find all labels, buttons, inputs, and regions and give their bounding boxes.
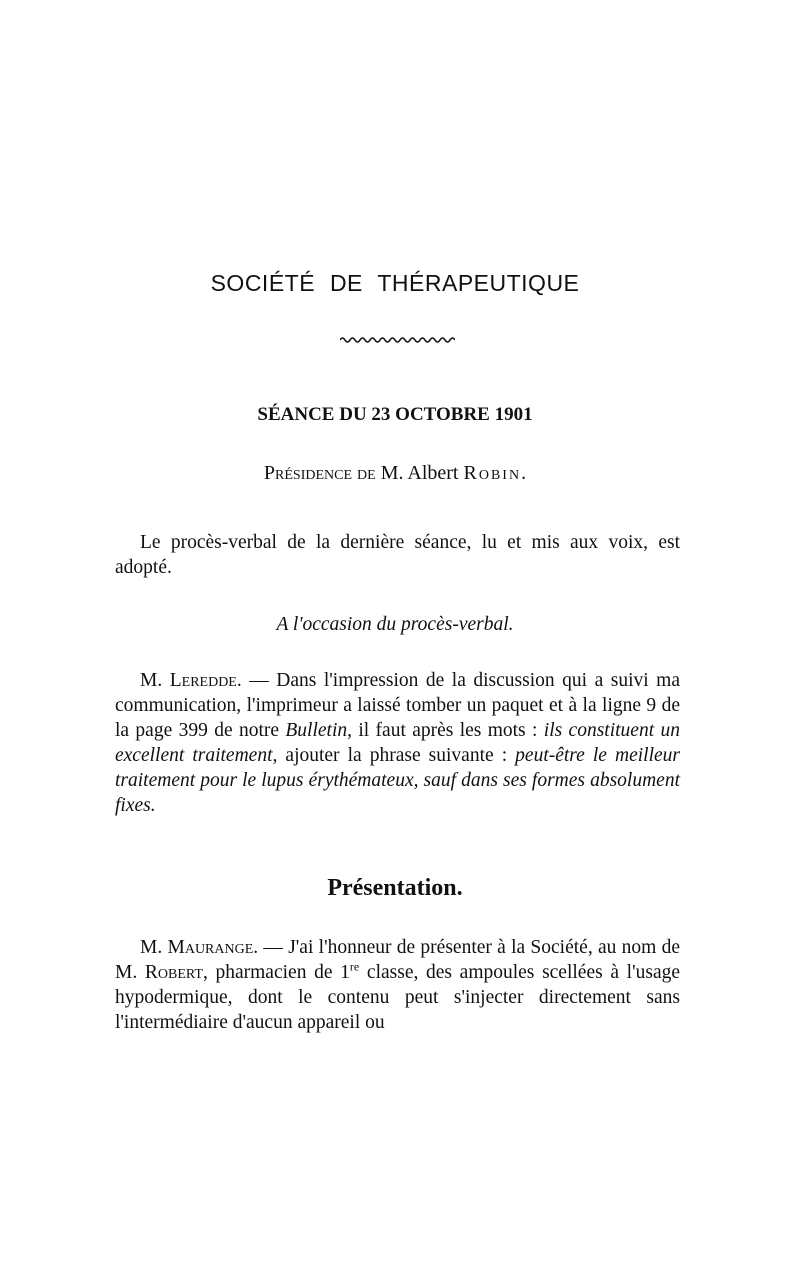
- leredde-bulletin: Bulletin,: [285, 720, 352, 741]
- leredde-quote-2: peut-être le meilleur traitement pour le lupus érythémateux, sauf dans ses formes absolument fixes.: [115, 745, 680, 816]
- maurange-text: [115, 935, 680, 1035]
- leredde-text-2: il faut après les mots :: [352, 720, 544, 741]
- wavy-divider: [340, 335, 455, 345]
- leredde-speaker-name: Leredde: [169, 670, 237, 691]
- leredde-quote-1: ils constituent un excellent traitement,: [115, 720, 680, 766]
- presidence-line: [0, 462, 790, 485]
- maurange-robert: Robert: [144, 962, 203, 983]
- presidence-end: .: [521, 462, 527, 484]
- presidence-prefix: Présidence de: [263, 462, 376, 484]
- maurange-text-3: classe, des ampoules scellées à l'usage hypodermique, dont le contenu peut s'injecter directement sans l'intermédiaire d'aucun appareil ou: [115, 962, 681, 1033]
- maurange-paragraph: [115, 935, 680, 1035]
- leredde-paragraph: [115, 668, 680, 818]
- maurange-sup: re: [349, 959, 360, 974]
- maurange-speaker-name: Maurange: [167, 937, 254, 958]
- proces-verbal-text: Le procès-verbal de la dernière séance, lu et mis aux voix, est adopté.: [115, 532, 680, 578]
- leredde-text-1: . — Dans l'impression de la discussion qui a suivi ma communication, l'imprimeur a laissé tomber un paquet et à la ligne 9 de la page 399 de notre: [115, 670, 681, 741]
- maurange-text-1: . — J'ai l'honneur de présenter à la Société, au nom de M.: [115, 937, 680, 983]
- leredde-text-3: ajouter la phrase suivante :: [277, 745, 516, 766]
- society-title: SOCIÉTÉ DE THÉRAPEUTIQUE: [210, 270, 580, 296]
- occasion-heading: A l'occasion du procès-verbal.: [276, 614, 514, 635]
- seance-title: SÉANCE DU 23 OCTOBRE 1901: [257, 404, 533, 425]
- proces-verbal-paragraph: [115, 530, 680, 580]
- maurange-text-2: , pharmacien de 1: [202, 962, 350, 983]
- leredde-text: [115, 668, 680, 818]
- presidence-surname: Robin: [463, 462, 522, 484]
- presentation-heading: Présentation.: [327, 875, 463, 901]
- leredde-speaker-prefix: M.: [140, 670, 163, 691]
- presidence-name: M. Albert: [380, 462, 459, 484]
- maurange-speaker-prefix: M.: [140, 937, 163, 958]
